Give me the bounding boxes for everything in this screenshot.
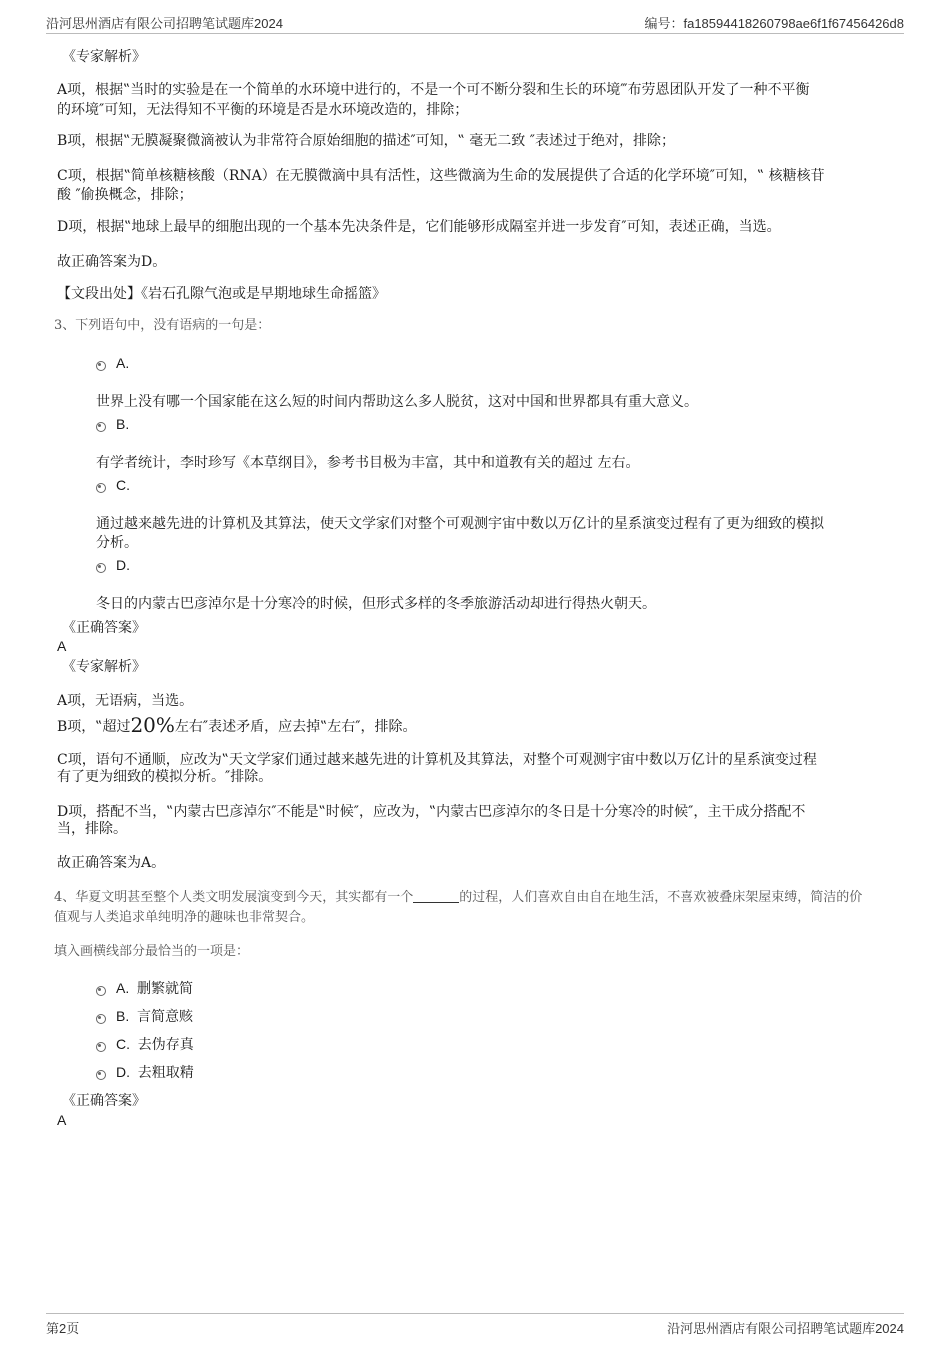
q3-option-c[interactable]	[96, 475, 130, 495]
header-doc-code: 编号：fa18594418260798ae6f1f67456426d8	[644, 16, 904, 31]
radio-icon[interactable]	[96, 422, 106, 432]
page-header	[0, 0, 950, 34]
option-text: 去伪存真	[137, 1036, 194, 1052]
q4-option-c[interactable]	[96, 1034, 194, 1054]
radio-icon[interactable]	[96, 1042, 106, 1052]
page-footer	[0, 1305, 950, 1345]
q3-analysis-d-line2: 当，排除。	[57, 821, 127, 837]
page-number: 第2页	[46, 1321, 80, 1336]
analysis-b: B项，根据‟无膜凝聚微滴被认为非常符合原始细胞的描述″可知，‟ 毫无二致 ″表述过于绝对，排除；	[57, 133, 675, 149]
q3-conclusion: 故正确答案为A。	[57, 855, 166, 871]
radio-icon[interactable]	[96, 361, 106, 371]
option-label: A.	[116, 355, 130, 371]
analysis-conclusion: 故正确答案为D。	[57, 254, 167, 270]
q4-option-b[interactable]	[96, 1006, 193, 1026]
radio-icon[interactable]	[96, 483, 106, 493]
q3-analysis-b-pre: B项，‟超过	[57, 719, 131, 735]
analysis-heading: 《专家解析》	[62, 659, 146, 675]
question-4-stem-line1	[54, 888, 862, 908]
q3-analysis-b	[57, 715, 417, 737]
q4-option-d[interactable]	[96, 1062, 194, 1082]
header-title: 沿河思州酒店有限公司招聘笔试题库2024	[46, 16, 283, 31]
answer-value: A	[57, 1112, 67, 1128]
option-label: B.	[116, 416, 130, 432]
analysis-a-line2: 的环境″可知，无法得知不平衡的环境是否是水环境改造的，排除；	[57, 102, 469, 118]
answer-value: A	[57, 638, 67, 654]
radio-icon[interactable]	[96, 986, 106, 996]
radio-icon[interactable]	[96, 1014, 106, 1024]
analysis-a-line1: A项，根据‟当时的实验是在一个简单的水环境中进行的，不是一个可不断分裂和生长的环境‴布劳恩团队开发了一种不平衡	[57, 82, 810, 98]
question-4-stem-line2: 值观与人类追求单纯明净的趣味也非常契合。	[54, 910, 315, 925]
analysis-c-line1: C项，根据‟简单核糖核酸（RNA）在无膜微滴中具有活性，这些微滴为生命的发展提供了合适的化学环境″可知，‟ 核糖核苷	[57, 168, 825, 184]
option-label: B.	[116, 1008, 130, 1024]
option-label: D.	[116, 1064, 130, 1080]
q3-analysis-c-line2: 有了更为细致的模拟分析。″排除。	[57, 769, 273, 785]
q4-stem-post: 的过程，人们喜欢自由自在地生活，不喜欢被叠床架屋束缚，简洁的价	[459, 890, 863, 905]
q4-option-a[interactable]	[96, 978, 193, 998]
fill-in-blank	[413, 888, 459, 903]
header-divider	[46, 33, 904, 34]
q3-option-b[interactable]	[96, 414, 129, 434]
q4-stem-pre: 4、华夏文明甚至整个人类文明发展演变到今天，其实都有一个	[54, 890, 414, 905]
q3-analysis-b-number: 20%	[130, 713, 175, 737]
source-citation: 【文段出处】《岩石孔隙气泡或是早期地球生命摇篮》	[57, 286, 386, 302]
radio-icon[interactable]	[96, 563, 106, 573]
q3-analysis-b-post: 左右″表述矛盾，应去掉‟左右″，排除。	[174, 719, 417, 735]
analysis-heading: 《专家解析》	[62, 49, 146, 65]
option-label: A.	[116, 980, 130, 996]
q3-option-a-text: 世界上没有哪一个国家能在这么短的时间内帮助这么多人脱贫，这对中国和世界都具有重大意义。	[96, 394, 698, 410]
option-text: 去粗取精	[137, 1064, 194, 1080]
q3-option-b-text: 有学者统计，李时珍写《本草纲目》，参考书目极为丰富，其中和道教有关的超过 左右。	[96, 455, 640, 471]
option-label: D.	[116, 557, 130, 573]
analysis-d: D项，根据‟地球上最早的细胞出现的一个基本先决条件是，它们能够形成隔室并进一步发育″可知，表述正确，当选。	[57, 219, 781, 235]
footer-title: 沿河思州酒店有限公司招聘笔试题库2024	[667, 1321, 904, 1336]
option-label: C.	[116, 1036, 130, 1052]
q3-analysis-a: A项，无语病，当选。	[57, 693, 194, 709]
answer-heading: 《正确答案》	[62, 620, 146, 636]
question-4-prompt: 填入画横线部分最恰当的一项是：	[54, 944, 250, 959]
radio-icon[interactable]	[96, 1070, 106, 1080]
answer-heading: 《正确答案》	[62, 1093, 146, 1109]
q3-option-c-text-line2: 分析。	[96, 535, 138, 551]
option-text: 删繁就简	[137, 980, 194, 996]
q3-option-a[interactable]	[96, 353, 129, 373]
q3-option-d[interactable]	[96, 555, 130, 575]
option-text: 言简意赅	[137, 1008, 194, 1024]
footer-divider	[46, 1313, 904, 1314]
analysis-c-line2: 酸 ″偷换概念，排除；	[57, 187, 193, 203]
q3-option-d-text: 冬日的内蒙古巴彦淖尔是十分寒冷的时候，但形式多样的冬季旅游活动却进行得热火朝天。	[96, 596, 656, 612]
q3-option-c-text-line1: 通过越来越先进的计算机及其算法，使天文学家们对整个可观测宇宙中数以万亿计的星系演变过程有了更为细致的模拟	[96, 516, 824, 532]
option-label: C.	[116, 477, 130, 493]
q3-analysis-c-line1: C项，语句不通顺，应改为‟天文学家们通过越来越先进的计算机及其算法，对整个可观测宇宙中数以万亿计的星系演变过程	[57, 752, 817, 768]
q3-analysis-d-line1: D项，搭配不当，‟内蒙古巴彦淖尔″不能是‟时候″，应改为，‟内蒙古巴彦淖尔的冬日是十分寒冷的时候″，主干成分搭配不	[57, 804, 806, 820]
question-3-stem: 3、下列语句中，没有语病的一句是：	[54, 318, 271, 333]
